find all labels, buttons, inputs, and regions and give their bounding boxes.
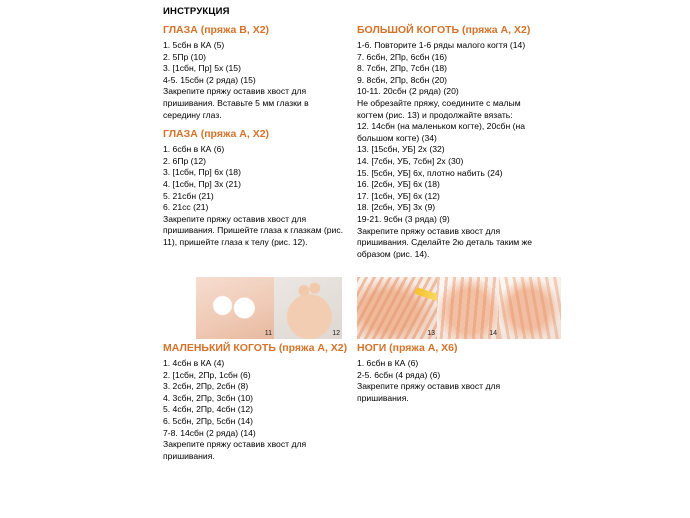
photo-strip-claws bbox=[357, 277, 561, 339]
instruction-line: 11), пришейте глаза к телу (рис. 12). bbox=[163, 236, 308, 247]
instruction-line: 5. 4сбн, 2Пр, 4сбн (12) bbox=[163, 404, 253, 415]
section-small-claw bbox=[163, 342, 355, 462]
instruction-line: 8. 7сбн, 2Пр, 7сбн (18) bbox=[357, 63, 447, 74]
photo-strip-eyes bbox=[196, 277, 342, 339]
instruction-line: Закрепите пряжу оставив хвост для bbox=[163, 86, 307, 97]
claws-joined-photo bbox=[357, 277, 437, 339]
instruction-line: 17. [1сбн, УБ] 6х (12) bbox=[357, 190, 440, 201]
section-heading: ГЛАЗА (пряжа A, X2) bbox=[163, 128, 270, 141]
column-right-top bbox=[357, 24, 555, 260]
section-heading: БОЛЬШОЙ КОГОТЬ (пряжа A, X2) bbox=[357, 24, 531, 36]
instruction-line: 19-21. 9сбн (3 ряда) (9) bbox=[357, 213, 450, 224]
instruction-line: Закрепите пряжу оставив хвост для bbox=[357, 381, 501, 392]
instruction-line: 4. [1сбн, Пр] 3х (21) bbox=[163, 178, 241, 189]
instruction-line: 2-5. 6сбн (4 ряда) (6) bbox=[357, 369, 441, 380]
instruction-line: 4. 3сбн, 2Пр, 3сбн (10) bbox=[163, 392, 253, 403]
instruction-line: 1. 5сбн в КА (5) bbox=[163, 40, 225, 50]
instruction-line: 6. 5сбн, 2Пр, 5сбн (14) bbox=[163, 415, 253, 426]
instruction-line: 7-8. 14сбн (2 ряда) (14) bbox=[163, 427, 256, 438]
eyes-photo bbox=[196, 277, 274, 339]
instruction-line: 1. 6сбн в КА (6) bbox=[163, 144, 225, 155]
photo-caption: 13 bbox=[427, 330, 435, 337]
section-heading: ГЛАЗА (пряжа B, X2) bbox=[163, 24, 270, 36]
section-legs bbox=[357, 342, 555, 404]
instruction-line: 15. [5сбн, УБ] 6х, плотно набить (24) bbox=[357, 167, 503, 178]
column-right-bottom bbox=[357, 342, 555, 404]
instruction-line: Закрепите пряжу оставив хвост для bbox=[357, 225, 501, 236]
instruction-line: пришивания. Пришейте глаза к глазкам (рис. bbox=[163, 225, 344, 236]
instruction-line: образом (рис. 14). bbox=[357, 248, 430, 259]
instruction-line: 4-5. 15сбн (2 ряда) (15) bbox=[163, 74, 256, 85]
section-lines bbox=[163, 358, 355, 462]
instruction-line: 1. 6сбн в КА (6) bbox=[357, 358, 419, 368]
instruction-line: 13. [15сбн, УБ] 2х (32) bbox=[357, 144, 445, 155]
crochet-hook-icon bbox=[415, 287, 437, 302]
instruction-line: 18. [2сбн, УБ] 3х (9) bbox=[357, 202, 436, 213]
instruction-line: 14. [7сбн, УБ, 7сбн] 2х (30) bbox=[357, 155, 464, 166]
section-lines bbox=[163, 144, 349, 248]
instruction-line: 2. 6Пр (12) bbox=[163, 155, 206, 166]
section-gap bbox=[163, 121, 349, 128]
section-eyes-b bbox=[163, 24, 349, 121]
claw-finished-photo bbox=[437, 277, 499, 339]
instruction-line: Закрепите пряжу оставив хвост для bbox=[163, 439, 307, 450]
instruction-line: большом когте) (34) bbox=[357, 132, 437, 143]
instruction-line: 9. 8сбн, 2Пр, 8сбн (20) bbox=[357, 74, 447, 85]
instruction-line: 16. [2сбн, УБ] 6х (18) bbox=[357, 179, 440, 190]
instruction-line: 2. [1сбн, 2Пр, 1сбн (6) bbox=[163, 369, 251, 380]
section-lines bbox=[357, 40, 555, 260]
head-with-eyes-photo bbox=[274, 277, 342, 339]
section-heading: НОГИ (пряжа A, X6) bbox=[357, 342, 458, 354]
instruction-line: 10-11. 20сбн (2 ряда) (20) bbox=[357, 86, 459, 97]
instruction-line: 5. 21сбн (21) bbox=[163, 190, 214, 201]
instruction-line: пришивания. bbox=[357, 392, 409, 403]
section-heading: МАЛЕНЬКИЙ КОГОТЬ (пряжа A, X2) bbox=[163, 342, 348, 354]
column-left-bottom bbox=[163, 342, 355, 462]
photo-caption: 14 bbox=[489, 330, 497, 337]
instruction-line: 3. 2сбн, 2Пр, 2сбн (8) bbox=[163, 381, 249, 392]
instruction-line: пришивания. Сделайте 2ю деталь таким же bbox=[357, 237, 533, 248]
page-title: ИНСТРУКЦИЯ bbox=[163, 6, 230, 17]
instruction-line: 3. [1сбн, Пр] 5х (15) bbox=[163, 63, 241, 74]
column-left-top bbox=[163, 24, 349, 249]
instruction-line: пришивания. Вставьте 5 мм глазки в bbox=[163, 97, 309, 108]
instruction-line: 2. 5Пр (10) bbox=[163, 51, 206, 62]
instruction-line: 1-6. Повторите 1-6 ряды малого когтя (14) bbox=[357, 40, 526, 50]
claw-pair-photo bbox=[499, 277, 561, 339]
instruction-line: 3. [1сбн, Пр] 6х (18) bbox=[163, 167, 241, 178]
instruction-line: когтем (рис. 13) и продолжайте вязать: bbox=[357, 109, 513, 120]
photo-caption: 11 bbox=[264, 330, 272, 337]
instruction-line: 1. 4сбн в КА (4) bbox=[163, 358, 225, 368]
instruction-line: 6. 21сс (21) bbox=[163, 202, 209, 213]
section-eyes-a bbox=[163, 128, 349, 248]
instruction-line: Закрепите пряжу оставив хвост для bbox=[163, 213, 307, 224]
section-big-claw bbox=[357, 24, 555, 260]
instruction-line: 12. 14сбн (на маленьком когте), 20сбн (на bbox=[357, 121, 525, 132]
section-lines bbox=[357, 358, 555, 404]
instruction-line: пришивания. bbox=[163, 450, 215, 461]
photo-caption: 12 bbox=[332, 330, 340, 337]
section-lines bbox=[163, 40, 349, 121]
instruction-line: середину глаз. bbox=[163, 109, 222, 120]
instruction-line: Не обрезайте пряжу, соедините с малым bbox=[357, 97, 521, 108]
instruction-line: 7. 6сбн, 2Пр, 6сбн (16) bbox=[357, 51, 447, 62]
